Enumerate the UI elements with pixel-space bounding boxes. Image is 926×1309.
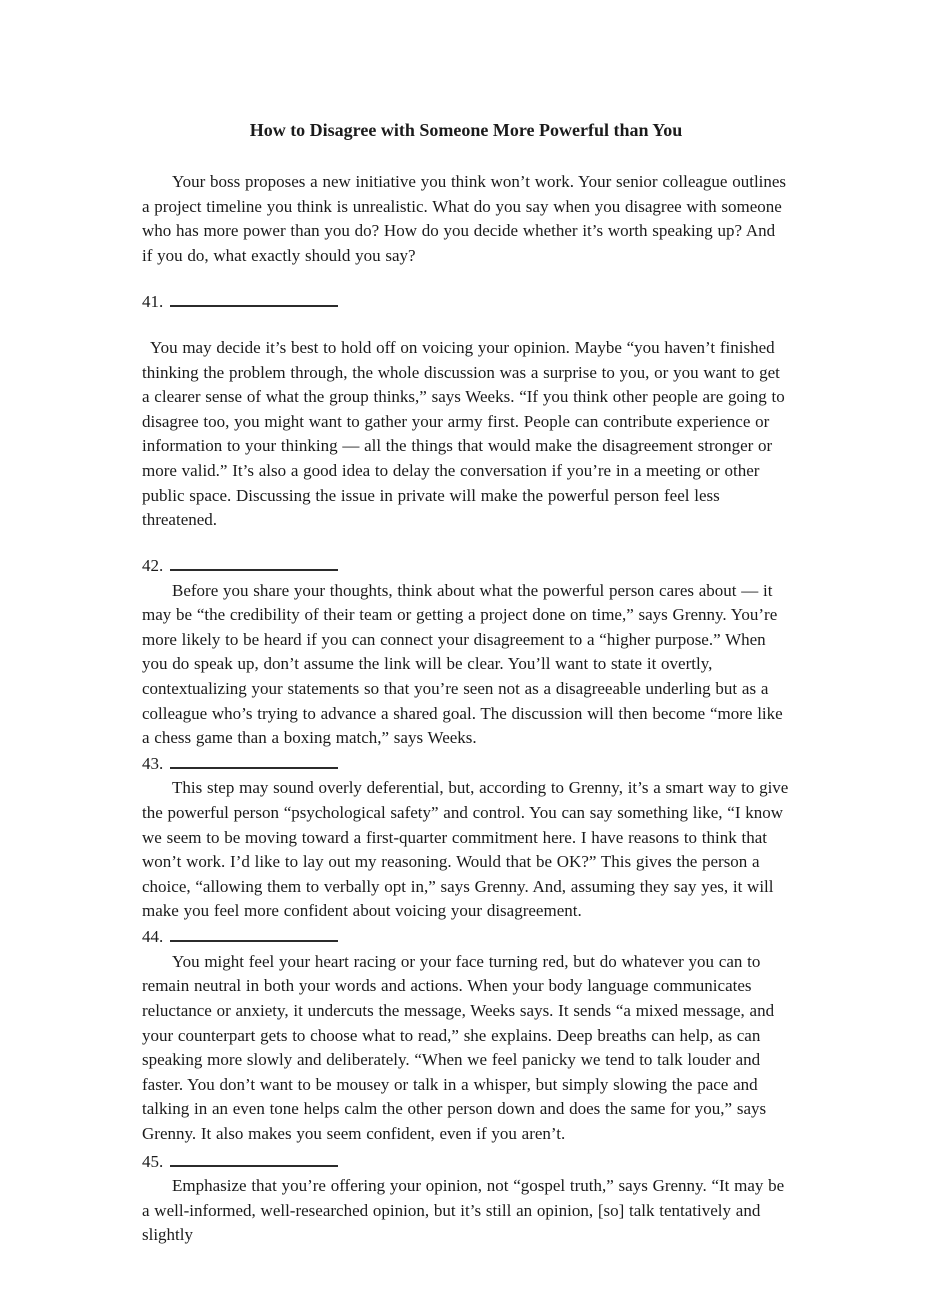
section-41-paragraph: You may decide it’s best to hold off on voicing your opinion. Maybe “you haven’t finished thinking the problem through, the whole discussion was a surprise to you, or you want to get a clearer sense of what the group thinks,” says Weeks. “If you think other people are going to disagree too, you might want to gather your army first. People can contribute experience or information to your thinking — all the things that would make the disagreement stronger or more valid.” It’s also a good idea to delay the conversation if you’re in a meeting or other public space. Discussing the issue in private will make the powerful person feel less threatened. [142, 338, 785, 530]
question-45-line [142, 1149, 790, 1175]
page-title: How to Disagree with Someone More Powerful than You [249, 120, 683, 140]
section-45-paragraph: Emphasize that you’re offering your opinion, not “gospel truth,” says Grenny. “It may be a well-informed, well-researched opinion, but it’s still an opinion, [so] talk tentatively and slightly [142, 1176, 785, 1245]
question-44-number: 44. [142, 927, 164, 947]
question-43-number: 43. [142, 753, 164, 773]
section-44-paragraph: You might feel your heart racing or your face turning red, but do whatever you can to remain neutral in both your words and actions. When your body language communicates reluctance or anxiety, it undercuts the message, Weeks says. It sends “a mixed message, and your counterpart gets to choose what to read,” she explains. Deep breaths can help, as can speaking more slowly and deliberately. “When we feel panicky we tend to talk louder and faster. You don’t want to be mousey or talk in a whisper, but simply slowing the pace and talking in an even tone helps calm the other person down and does the same for you,” says Grenny. It also makes you seem confident, even if you aren’t. [142, 951, 775, 1143]
question-41-answer-blank [170, 288, 338, 306]
question-42-answer-blank [170, 553, 338, 571]
question-41-number: 41. [142, 291, 164, 311]
intro-paragraph: Your boss proposes a new initiative you think won’t work. Your senior colleague outlines a project timeline you think is unrealistic. What do you say when you disagree with someone who has more power than you do? How do you decide whether it’s worth speaking up? And if you do, what exactly should you say? [142, 172, 787, 265]
question-41-line [142, 288, 790, 314]
question-45-number: 45. [142, 1151, 164, 1171]
question-42-number: 42. [142, 556, 164, 575]
question-44-line [142, 924, 790, 950]
question-44-answer-blank [170, 924, 338, 942]
section-43-paragraph: This step may sound overly deferential, but, according to Grenny, it’s a smart way to give the powerful person “psychological safety” and control. You can say something like, “I know we seem to be moving toward a first-quarter commitment here. I have reasons to think that won’t work. I’d like to lay out my reasoning. Would that be OK?” This gives the person a choice, “allowing them to verbally opt in,” says Grenny. And, assuming they say yes, it will make you feel more confident about voicing your disagreement. [142, 778, 789, 921]
section-42-paragraph: Before you share your thoughts, think about what the powerful person cares about — it may be “the credibility of their team or getting a project done on time,” says Grenny. You’re more likely to be heard if you can connect your disagreement to a “higher purpose.” When you do speak up, don’t assume the link will be clear. You’ll want to state it overtly, contextualizing your statements so that you’re seen not as a disagreeable underling but as a colleague who’s trying to advance a shared goal. The discussion will then become “more like a chess game than a boxing match,” says Weeks. [142, 580, 783, 748]
question-42-line [142, 553, 790, 579]
question-43-line [142, 751, 790, 777]
question-43-answer-blank [170, 751, 338, 769]
question-45-answer-blank [170, 1149, 338, 1167]
